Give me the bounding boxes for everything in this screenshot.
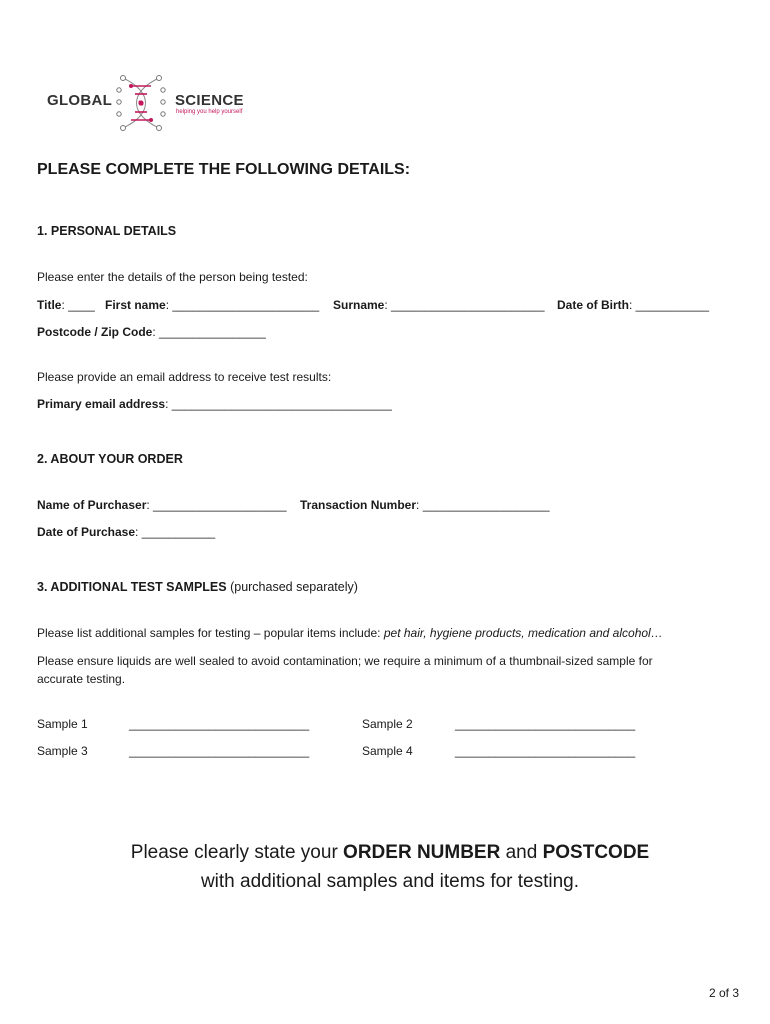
transaction-number-blank: : ___________________ <box>416 498 550 512</box>
purchaser-name-blank: : ____________________ <box>146 498 287 512</box>
sample-4-blank[interactable]: ___________________________ <box>455 744 636 758</box>
sample-4-label: Sample 4 <box>362 744 413 758</box>
sample-2-label: Sample 2 <box>362 717 413 731</box>
title-blank: : ____ <box>61 298 95 312</box>
logo-tagline: helping you help yourself <box>176 109 243 115</box>
logo-left-word: GLOBAL <box>47 92 113 109</box>
primary-email-label: Primary email address <box>37 397 166 411</box>
title-label: Title <box>37 298 62 312</box>
global-science-logo <box>47 74 247 132</box>
date-of-birth-label: Date of Birth <box>557 298 629 312</box>
page-heading: PLEASE COMPLETE THE FOLLOWING DETAILS: <box>37 161 411 178</box>
dna-helix-icon <box>113 74 169 132</box>
postcode-field[interactable] <box>37 325 266 339</box>
date-of-purchase-field[interactable] <box>37 525 215 539</box>
page-number: 2 of 3 <box>709 986 740 1000</box>
date-of-purchase-label: Date of Purchase <box>37 525 136 539</box>
sample-3-blank[interactable]: ___________________________ <box>129 744 310 758</box>
first-name-label: First name <box>105 298 166 312</box>
samples-list-examples: pet hair, hygiene products, medication and alcohol… <box>383 626 663 640</box>
section-personal-details-title: 1. PERSONAL DETAILS <box>37 224 177 238</box>
first-name-blank: : ______________________ <box>165 298 320 312</box>
postcode-label: Postcode / Zip Code <box>37 325 153 339</box>
samples-list-intro <box>37 626 663 640</box>
postcode-blank: : ________________ <box>152 325 266 339</box>
surname-label: Surname <box>333 298 385 312</box>
closing-part3: with additional samples and items for testing. <box>200 871 580 892</box>
purchaser-name-field[interactable] <box>37 498 287 512</box>
surname-field[interactable] <box>333 298 545 312</box>
liquids-note-line1: Please ensure liquids are well sealed to avoid contamination; we require a minimum of a thumbnail-sized sample for <box>37 654 653 668</box>
transaction-number-label: Transaction Number <box>300 498 417 512</box>
closing-part1: Please clearly state your <box>130 842 344 863</box>
sample-3-label: Sample 3 <box>37 744 88 758</box>
section-additional-samples-title <box>37 580 358 594</box>
sample-1-label: Sample 1 <box>37 717 88 731</box>
primary-email-blank: : _________________________________ <box>165 397 392 411</box>
liquids-note-line2: accurate testing. <box>37 672 126 686</box>
sample-2-blank[interactable]: ___________________________ <box>455 717 636 731</box>
section-about-order-title: 2. ABOUT YOUR ORDER <box>37 452 183 466</box>
surname-blank: : _______________________ <box>384 298 545 312</box>
first-name-field[interactable] <box>105 298 319 312</box>
date-of-birth-field[interactable] <box>557 298 709 312</box>
additional-samples-title-text: 3. ADDITIONAL TEST SAMPLES <box>37 580 227 594</box>
closing-instruction <box>130 838 650 896</box>
logo-right-word: SCIENCE <box>175 92 244 109</box>
additional-samples-title-suffix: (purchased separately) <box>226 580 358 594</box>
primary-email-field[interactable] <box>37 397 392 411</box>
purchaser-name-label: Name of Purchaser <box>37 498 147 512</box>
date-of-birth-blank: : ___________ <box>629 298 710 312</box>
closing-postcode: POSTCODE <box>542 842 650 863</box>
transaction-number-field[interactable] <box>300 498 550 512</box>
sample-1-blank[interactable]: ___________________________ <box>129 717 310 731</box>
personal-details-intro: Please enter the details of the person being tested: <box>37 270 308 284</box>
closing-order-number: ORDER NUMBER <box>343 842 501 863</box>
email-intro: Please provide an email address to receive test results: <box>37 370 332 384</box>
title-field[interactable] <box>37 298 95 312</box>
closing-part2: and <box>500 842 543 863</box>
samples-list-intro-text: Please list additional samples for testing – popular items include: <box>37 626 384 640</box>
date-of-purchase-blank: : ___________ <box>135 525 216 539</box>
